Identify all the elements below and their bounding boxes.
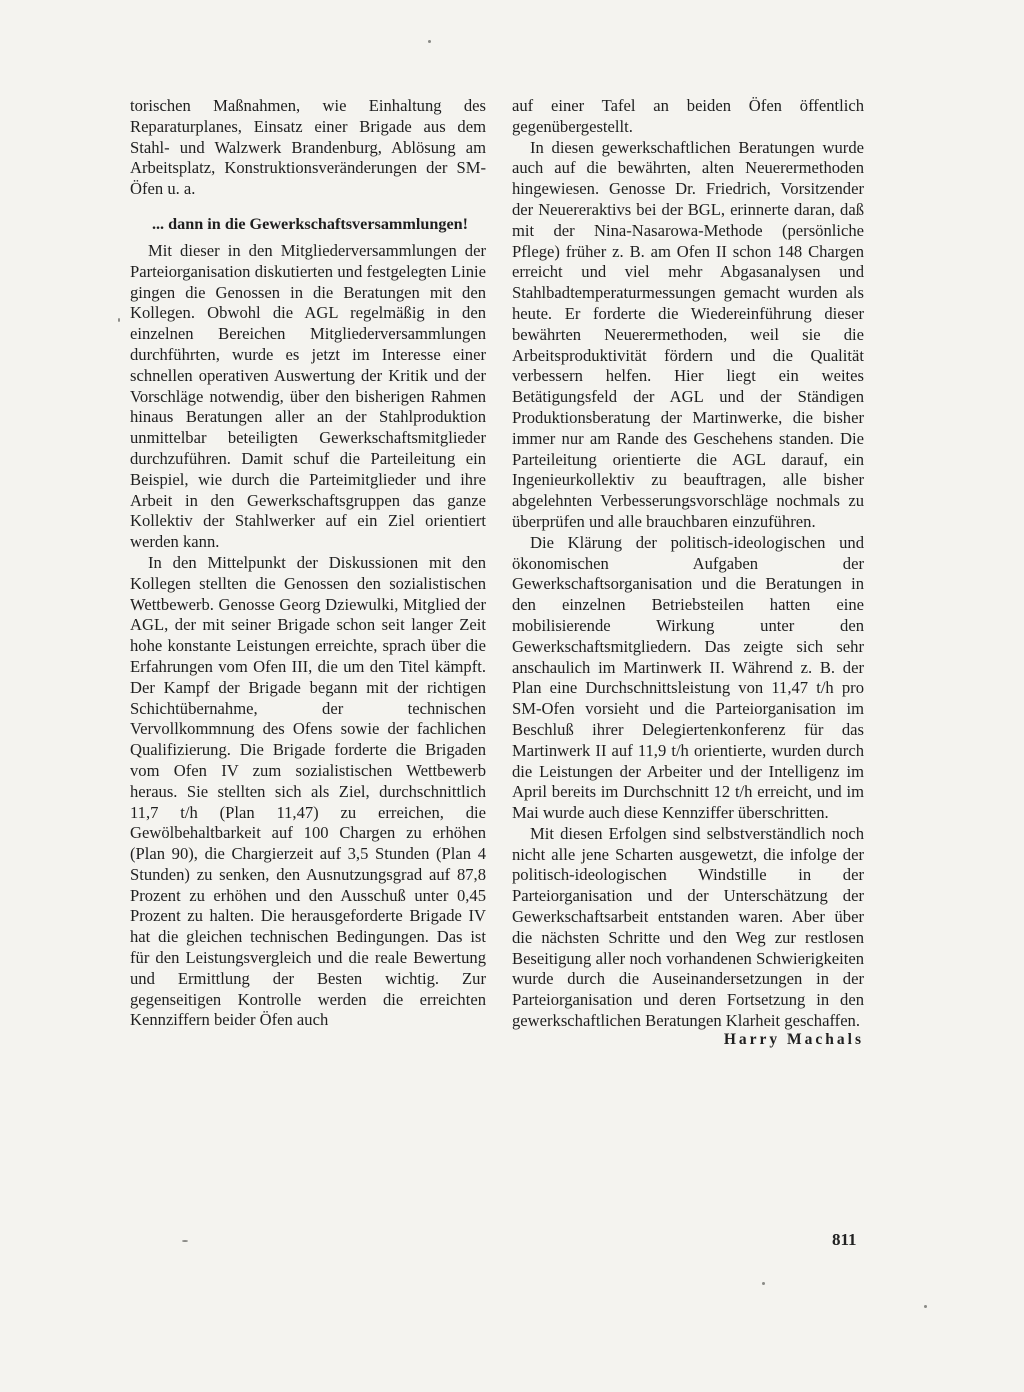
paragraph: In den Mittelpunkt der Diskussionen mit den Kollegen stellten die Genossen den sozialistischen Wettbewerb. Genosse Georg Dziewulki, Mitglied der AGL, der mit seiner Brigade schon seit langer Zeit hohe konstante Leistungen erreichte, sprach über die Erfahrungen vom Ofen III, die um den Titel kämpft. Der Kampf der Brigade begann mit der richtigen Schichtübernahme, der technischen Vervollkommnung des Ofens sowie der fachlichen Qualifizierung. Die Brigade forderte die Brigaden vom Ofen IV zum sozialistischen Wettbewerb heraus. Sie stellten sich als Ziel, durchschnittlich 11,7 t/h (Plan 11,47) zu erreichen, die Gewölbehaltbarkeit auf 100 Chargen zu erhöhen (Plan 90), die Chargierzeit auf 3,5 Stunden (Plan 4 Stunden) zu senken, den Ausnutzungsgrad auf 87,8 Prozent zu erhöhen und den Ausschuß unter 0,45 Prozent zu halten. Die herausgeforderte Brigade IV hat die gleichen technischen Bedingungen. Das ist für den Leistungsvergleich und die reale Bewertung und Ermittlung der Besten wichtig. Zur gegenseitigen Kontrolle werden die erreichten Kennziffern beider Öfen auch bbox=[130, 552, 486, 1030]
paper-speck bbox=[182, 1240, 188, 1242]
paragraph: Die Klärung der politisch-ideologischen und ökonomischen Aufgaben der Gewerkschaftsorganisation und die Beratungen in den einzelnen Betriebsteilen hatten eine mobilisierende Wirkung unter den Gewerkschaftsmitgliedern. Das zeigte sich sehr anschaulich im Martinwerk II. Während z. B. der Plan eine Durchschnittsleistung von 11,47 t/h pro SM-Ofen vorsieht und die Parteiorganisation im Beschluß ihrer Delegiertenkonferenz für das Martinwerk II auf 11,9 t/h orientierte, wurden durch die Leistungen der Arbeiter und der Intelligenz im April bereits im Durchschnitt 12 t/h erreicht, und im Mai wurde auch diese Kennziffer überschritten. bbox=[512, 532, 864, 823]
right-column bbox=[512, 96, 864, 1051]
paragraph: Mit dieser in den Mitgliederversammlungen der Parteiorganisation diskutierten und festgelegten Linie gingen die Genossen in die Beratungen mit den Kollegen. Obwohl die AGL regelmäßig in den einzelnen Bereichen Mitgliederversammlungen durchführten, wurde es jetzt im Interesse einer schnellen operativen Auswertung der Kritik und der Vorschläge notwendig, über den bisherigen Rahmen hinaus Beratungen aller an der Stahlproduktion unmittelbar beteiligten Gewerkschaftsmitglieder durchzuführen. Damit schuf die Parteileitung ein Beispiel, wie durch die Parteimitglieder und ihre Arbeit in den Gewerkschaftsgruppen das ganze Kollektiv der Stahlwerker auf ein Ziel orientiert werden kann. bbox=[130, 240, 486, 552]
paragraph-continuation: torischen Maßnahmen, wie Einhaltung des Reparaturplanes, Einsatz einer Brigade aus dem Stahl- und Walzwerk Brandenburg, Ablösung am Arbeitsplatz, Konstruktionsveränderungen der SM-Öfen u. a. bbox=[130, 96, 486, 199]
paper-speck bbox=[762, 1282, 765, 1285]
paper-speck bbox=[428, 40, 431, 43]
page-number: 811 bbox=[832, 1230, 857, 1249]
author-signature: Harry Machals bbox=[723, 1030, 864, 1048]
section-heading: ... dann in die Gewerkschaftsversammlungen! bbox=[151, 214, 469, 233]
paragraph: Mit diesen Erfolgen sind selbstverständlich noch nicht alle jene Scharten ausgewetzt, die infolge der politisch-ideologischen Windstille in der Parteiorganisation und der Unterschätzung der Gewerkschaftsarbeit entstanden waren. Aber über die nächsten Schritte und den Weg zur restlosen Beseitigung aller noch vorhandenen Schwierigkeiten wurde durch die Auseinandersetzungen in der Parteiorganisation und deren Fortsetzung in den gewerkschaftlichen Beratungen Klarheit geschaffen. bbox=[512, 823, 864, 1031]
paragraph: In diesen gewerkschaftlichen Beratungen wurde auch auf die bewährten, alten Neuerermethoden hingewiesen. Genosse Dr. Friedrich, Vorsitzender der Neuereraktivs bei der BGL, erinnerte daran, daß mit der Nina-Nasarowa-Methode (persönliche Pflege) früher z. B. am Ofen II schon 148 Chargen erreicht und viel mehr Abgasanalysen und Stahlbadtemperaturmessungen gemacht wurden als heute. Er forderte die Wiedereinführung dieser bewährten Neuerermethoden, weil sie die Arbeitsproduktivität fördern und die Qualität verbessern helfen. Hier liegt ein weites Betätigungsfeld der AGL und der Ständigen Produktionsberatung der Martinwerke, die bisher immer nur am Rande des Geschehens standen. Die Parteileitung orientierte die AGL darauf, ein Ingenieurkollektiv zu beauftragen, alle bisher abgelehnten Verbesserungsvorschläge nochmals zu überprüfen und alle brauchbaren einzuführen. bbox=[512, 137, 864, 531]
left-column bbox=[130, 96, 486, 1031]
paper-speck bbox=[118, 318, 120, 322]
paper-speck bbox=[924, 1305, 927, 1308]
paragraph-continuation: auf einer Tafel an beiden Öfen öffentlich gegenübergestellt. bbox=[512, 96, 864, 136]
